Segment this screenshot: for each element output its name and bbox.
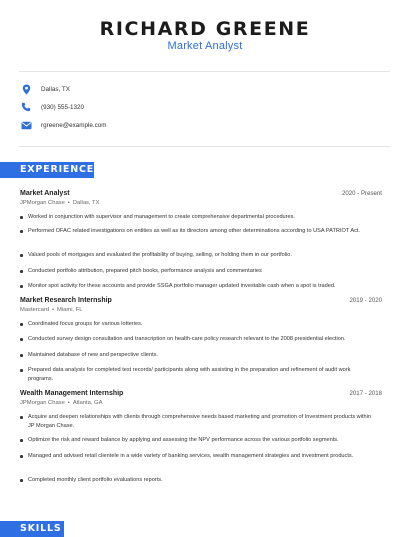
company-name: Mastercard [20,307,49,313]
company-name: JPMorgan Chase [20,200,65,206]
contact-location [20,82,70,96]
job-employer [20,200,382,206]
job-title: Market Research Internship [20,297,112,304]
envelope-icon [20,119,32,131]
job-dates: 2020 - Present [342,190,382,197]
job-entry [20,297,382,382]
bullet-dot-icon [20,354,23,357]
header-divider [19,71,390,72]
bullet-item: Conducted survey design consultation and transcription on health-care policy research relevant to the 2008 presidential election. [20,335,375,344]
phone-text: (930) 555-1320 [41,103,85,111]
job-title: Market Analyst [20,190,70,197]
contact-email [20,118,107,132]
location-pin-icon [20,83,32,95]
bullet-item: Conducted portfolio attribution, prepared pitch books, performance analysis and commentaries [20,267,375,276]
bullet-dot-icon [20,285,23,288]
section-header-experience: EXPERIENCE [0,162,94,178]
bullet-item: Completed monthly client portfolio evaluations reports. [20,476,375,485]
bullet-item: Coordinated focus groups for various lotteries. [20,320,375,329]
candidate-title: Market Analyst [167,40,243,52]
bullet-item: Maintained database of new and perspective clients. [20,351,375,360]
bullet-item: Acquire and deepen relationships with clients through comprehensive needs based marketing and promotion of Investment products within JP Morgan Chase. [20,413,375,431]
contact-divider [19,146,390,147]
bullet-dot-icon [20,270,23,273]
bullet-dot-icon [20,455,23,458]
job-dates: 2017 - 2018 [349,390,382,397]
bullet-dot-icon [20,230,23,233]
bullet-item: Worked in conjunction with supervisor and management to create comprehensive departmental procedures. [20,213,375,222]
job-location: Dallas, TX [72,200,100,206]
bullet-item: Valued pools of mortgages and evaluated the profitability of buying, selling, or holding them in our portfolio. [20,251,375,260]
separator-dot: • [67,200,70,206]
bullet-dot-icon [20,338,23,341]
section-header-skills: SKILLS [0,521,64,537]
contact-phone [20,100,84,114]
job-title: Wealth Management Internship [20,390,124,397]
bullet-dot-icon [20,416,23,419]
job-dates: 2019 - 2020 [349,297,382,304]
company-name: JPMorgan Chase [20,400,65,406]
phone-icon [20,101,32,113]
bullet-item: Optimize the risk and reward balance by applying and assessing the NPV performance across the various portfolio segments. [20,436,375,445]
separator-dot: • [67,400,70,406]
job-employer [20,307,382,313]
job-entry [20,390,382,483]
bullet-item: Performed OFAC related investigations on entities as well as its directors among other determinations according to USA PATRIOT Act. [20,227,375,236]
bullet-dot-icon [20,479,23,482]
bullet-item: Prepared data analysis for completed test records/ participants along with assisting in the preparation and refinement of audit work programs. [20,366,375,384]
bullet-dot-icon [20,439,23,442]
separator-dot: • [52,307,55,313]
bullet-item: Monitor spot activity for these accounts and provide SSGA portfolio manager updated investable cash when a spot is traded. [20,282,375,291]
job-employer [20,400,382,406]
location-text: Dallas, TX [41,85,70,93]
bullet-item: Managed and advised retail clientele in a wide variety of banking services, wealth management strategies and investment products. [20,452,375,461]
job-location: Miami, FL [57,307,83,313]
bullet-dot-icon [20,323,23,326]
job-location: Atlanta, GA [72,400,103,406]
candidate-name: RICHARD GREENE [99,18,311,40]
bullet-dot-icon [20,216,23,219]
bullet-dot-icon [20,369,23,372]
job-entry [20,190,382,289]
email-text[interactable]: rgreene@example.com [41,121,107,129]
bullet-dot-icon [20,254,23,257]
